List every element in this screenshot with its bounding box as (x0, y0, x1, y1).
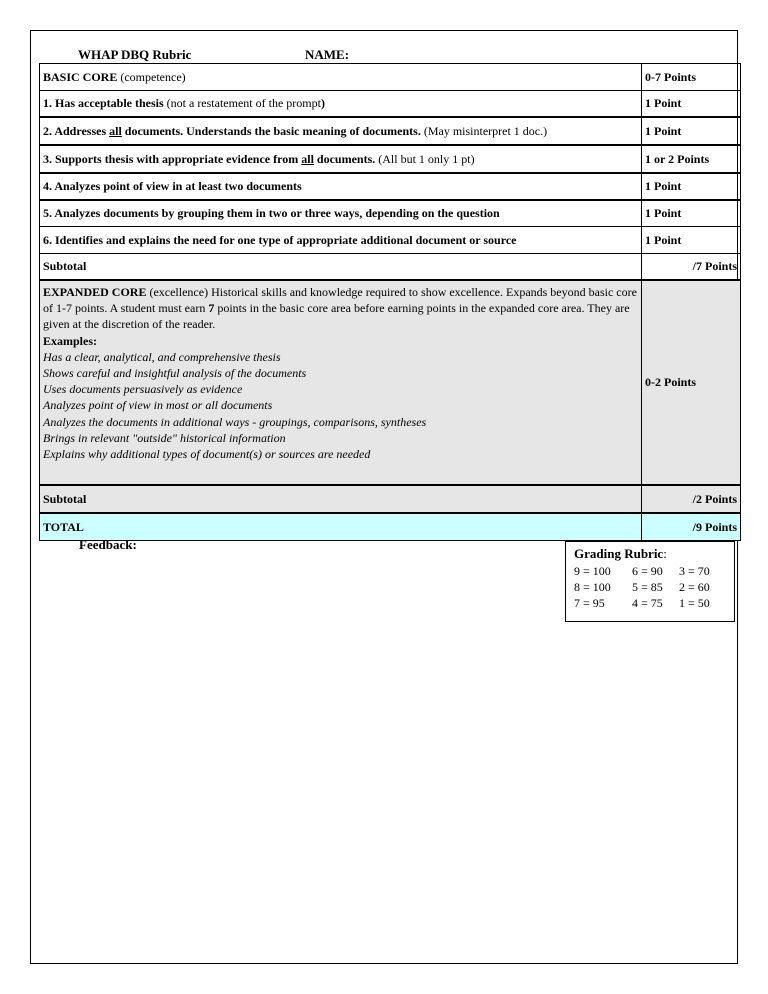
name-label: NAME: (305, 47, 350, 62)
grading-rubric-title: Grading Rubric (574, 546, 664, 561)
grading-scale: 9 = 100 6 = 90 3 = 70 8 = 100 5 = 85 2 = 60 7 = 95 4 = 75 1 = 50 (574, 564, 710, 610)
expanded-core-points: 0-2 Points (645, 375, 696, 389)
list-item: Analyzes point of view in most or all documents (43, 398, 273, 413)
examples-label: Examples: (43, 333, 97, 348)
rubric-table (39, 63, 741, 541)
feedback-label: Feedback: (79, 537, 137, 552)
basic-core-points: 0-7 Points (645, 69, 696, 84)
basic-subtotal-row: Subtotal /7 Points (40, 254, 740, 281)
list-item: Brings in relevant "outside" historical information (43, 430, 286, 445)
table-row: 1. Has acceptable thesis (not a restatement of the prompt) 1 Point (40, 91, 740, 118)
basic-core-title: BASIC CORE (43, 69, 118, 84)
list-item: Has a clear, analytical, and comprehensive thesis (43, 349, 281, 364)
expanded-core-row (40, 281, 740, 486)
grading-rubric-box: Grading Rubric: 9 = 100 6 = 90 3 = 70 8 = 100 5 = 85 2 = 60 7 = 95 4 = 75 1 = 50 (565, 541, 735, 622)
list-item: Shows careful and insightful analysis of the documents (43, 366, 307, 381)
table-row: 2. Addresses all documents. Understands the basic meaning of documents. (May misinterpret 1 doc.) 1 Point (40, 118, 740, 146)
rubric-title: WHAP DBQ Rubric (78, 47, 192, 62)
expanded-core-description: EXPANDED CORE (excellence) Historical skills and knowledge required to show excellence. Expands beyond basic core of 1-7 points. A student must earn 7 points in the basic core area before earning points in the expanded core area. They are given at the discretion of the reader. Examples: Has a clear, analytical, and comprehensive thesis Shows careful and insightful analysis of the documents Uses documents persuasively as evidence Analyzes point of view in most or all documents Analyzes the documents in additional ways - groupings, comparisons, syntheses Brings in relevant "outside" historical information Explains why additional types of document(s) or sources are needed (40, 281, 642, 484)
total-row: TOTAL /9 Points (40, 514, 740, 540)
list-item: Analyzes the documents in additional ways - groupings, comparisons, syntheses (43, 414, 427, 429)
list-item: Uses documents persuasively as evidence (43, 382, 243, 397)
basic-core-header-row: BASIC CORE (competence) 0-7 Points (40, 64, 740, 91)
table-row: 6. Identifies and explains the need for one type of appropriate additional document or source 1 Point (40, 227, 740, 254)
table-row: 4. Analyzes point of view in at least two documents 1 Point (40, 174, 740, 201)
list-item: Explains why additional types of document(s) or sources are needed (43, 447, 371, 462)
expanded-subtotal-row: Subtotal /2 Points (40, 486, 740, 514)
table-row: 3. Supports thesis with appropriate evidence from all documents. (All but 1 only 1 pt) 1 or 2 Points (40, 146, 740, 174)
table-row: 5. Analyzes documents by grouping them in two or three ways, depending on the question 1 Point (40, 201, 740, 227)
expanded-core-title: EXPANDED CORE (43, 285, 147, 299)
